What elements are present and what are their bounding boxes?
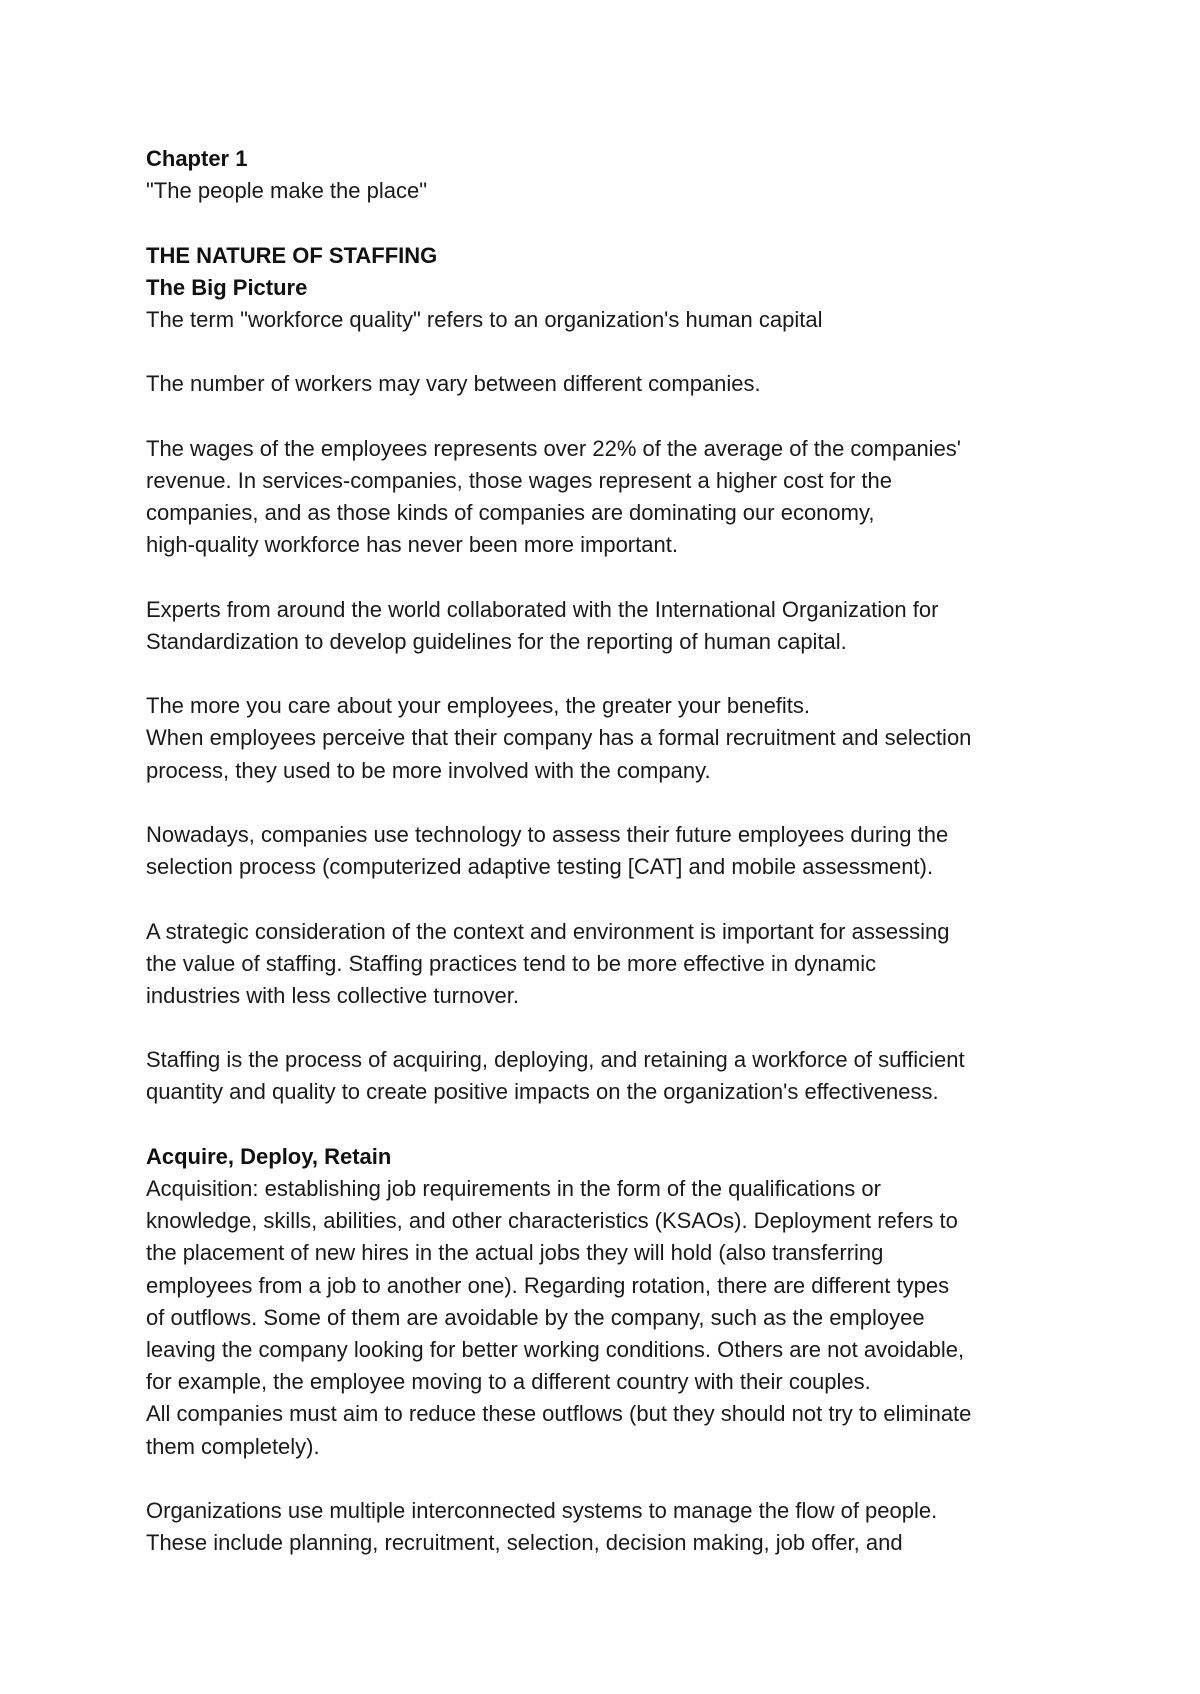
paragraph-staffing-definition xyxy=(146,1044,1086,1108)
spacer xyxy=(146,401,1086,433)
paragraph-line: All companies must aim to reduce these outflows (but they should not try to eliminate xyxy=(146,1401,972,1427)
document-body xyxy=(146,143,1086,1559)
paragraph-line: companies, and as those kinds of companies are dominating our economy, xyxy=(146,500,875,526)
paragraph-line: Nowadays, companies use technology to assess their future employees during the xyxy=(146,821,949,847)
paragraph-line: leaving the company looking for better working conditions. Others are not avoidable, xyxy=(146,1336,965,1362)
paragraph-line: A strategic consideration of the context and environment is important for assessing xyxy=(146,918,950,944)
paragraph-line: Acquisition: establishing job requirements in the form of the qualifications or xyxy=(146,1176,881,1201)
paragraph-acquisition xyxy=(146,1173,1086,1463)
paragraph-line: knowledge, skills, abilities, and other characteristics (KSAOs). Deployment refers to xyxy=(146,1208,958,1234)
paragraph-workforce-quality xyxy=(146,304,1086,336)
paragraph-line: revenue. In services-companies, those wages represent a higher cost for the xyxy=(146,467,892,493)
spacer xyxy=(146,207,1086,239)
paragraph-line: process, they used to be more involved with the company. xyxy=(146,757,711,783)
paragraph-line: The term "workforce quality" refers to an organization's human capital xyxy=(146,306,823,332)
paragraph-line: the value of staffing. Staffing practices tend to be more effective in dynamic xyxy=(146,950,877,976)
paragraph-line: high-quality workforce has never been more important. xyxy=(146,532,678,558)
spacer xyxy=(146,1463,1086,1495)
spacer xyxy=(146,561,1086,593)
paragraph-line: Organizations use multiple interconnected systems to manage the flow of people. xyxy=(146,1497,938,1523)
spacer xyxy=(146,336,1086,368)
section-subheading: The Big Picture xyxy=(146,274,308,300)
spacer xyxy=(146,883,1086,915)
paragraph-number-of-workers xyxy=(146,368,1086,400)
paragraph-line: selection process (computerized adaptive testing [CAT] and mobile assessment). xyxy=(146,854,934,880)
paragraph-line: industries with less collective turnover. xyxy=(146,982,519,1008)
paragraph-line: quantity and quality to create positive impacts on the organization's effectiveness. xyxy=(146,1079,939,1105)
spacer xyxy=(146,1012,1086,1044)
paragraph-strategic xyxy=(146,916,1086,1013)
paragraph-care-employees xyxy=(146,690,1086,787)
spacer xyxy=(146,787,1086,819)
paragraph-line: The wages of the employees represents over 22% of the average of the companies' xyxy=(146,435,962,461)
chapter-quote: "The people make the place" xyxy=(146,178,428,204)
paragraph-experts xyxy=(146,594,1086,658)
paragraph-line: Standardization to develop guidelines for the reporting of human capital. xyxy=(146,628,847,654)
paragraph-organizations xyxy=(146,1495,1086,1559)
paragraph-line: These include planning, recruitment, selection, decision making, job offer, and xyxy=(146,1530,903,1556)
paragraph-line: The more you care about your employees, the greater your benefits. xyxy=(146,693,811,719)
spacer xyxy=(146,1109,1086,1141)
paragraph-line: Experts from around the world collaborated with the International Organization for xyxy=(146,596,939,622)
paragraph-wages xyxy=(146,433,1086,562)
chapter-title: Chapter 1 xyxy=(146,146,248,171)
paragraph-line: of outflows. Some of them are avoidable by the company, such as the employee xyxy=(146,1304,925,1330)
paragraph-line: for example, the employee moving to a different country with their couples. xyxy=(146,1369,871,1395)
paragraph-line: When employees perceive that their company has a formal recruitment and selection xyxy=(146,725,972,751)
paragraph-line: employees from a job to another one). Regarding rotation, there are different types xyxy=(146,1272,950,1298)
paragraph-line: Staffing is the process of acquiring, deploying, and retaining a workforce of sufficient xyxy=(146,1047,965,1073)
paragraph-technology xyxy=(146,819,1086,883)
section-heading: THE NATURE OF STAFFING xyxy=(146,242,438,268)
paragraph-line: the placement of new hires in the actual jobs they will hold (also transferring xyxy=(146,1240,884,1266)
paragraph-line: The number of workers may vary between different companies. xyxy=(146,371,761,397)
section2-heading: Acquire, Deploy, Retain xyxy=(146,1143,392,1169)
paragraph-line: them completely). xyxy=(146,1433,320,1459)
spacer xyxy=(146,658,1086,690)
